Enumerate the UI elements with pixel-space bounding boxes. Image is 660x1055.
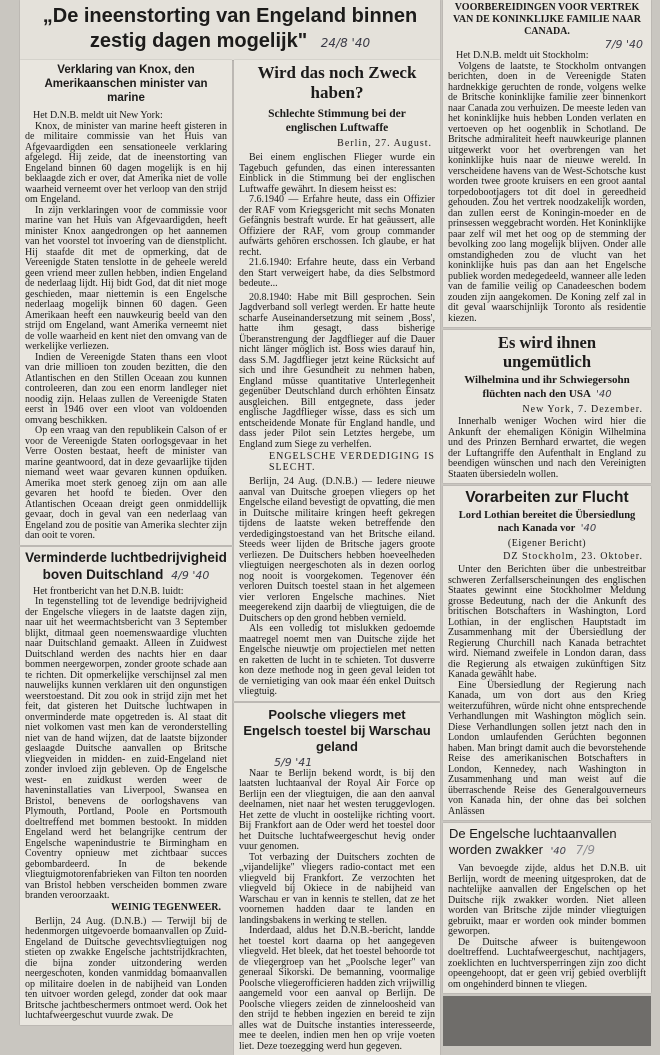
left-column — [20, 60, 232, 1025]
source-note: (Eigener Bericht) — [443, 538, 651, 549]
clipping-verminderde — [20, 547, 232, 1025]
paragraph: 7.6.1940 — Erfahre heute, dass ein Offizier der RAF vom Kriegsgericht mit sechs Monaten Gefängnis bestraft wurde. Er hat geäussert, alle Offiziere der RAF, vom group commander aufwärts gehören erschossen. Ich glaube, er hat recht. — [239, 195, 435, 258]
article-body — [234, 769, 440, 1053]
paragraph: Berlijn, 24 Aug. (D.N.B.) — Iedere nieuwe aanval van Duitsche groepen vliegers op het Engelsche eiland bevestigt de opvatting, die men in Duitsche militaire kringen heeft gekregen tijdens de laatste weken betreffende den verdedigingstoestand van het Britsche eiland. Steeds weer lijden de Britsche jagers groote verliezen. De Duitschers hebben hoeveelheden vliegtuigen neergeschoten als in dezen oorlog nog nooit is voorgekomen. Tegenover één verloren Duitsch toestel staan in het algemeen vier verloren Engelsche machines. Niet meegerekend zijn daarbij de vliegtuigen, die de Duitschers op den grond hebben vernield. — [239, 477, 435, 624]
clipping-knox-body — [20, 60, 232, 545]
clipping-ungemuetlich — [443, 330, 651, 483]
article-body — [443, 864, 651, 990]
paragraph: In zijn verklaringen voor de commissie voor marine van het Huis van Afgevaardigden, heeft minister Knox aangedrongen op het aannemen van het voorstel tot invoering van de dienstplicht. Hij staafde dit met de opmerking, dat de Vereenigde Staten tenslotte in de geheele wereld geen vriend meer zullen hebben, indien Engeland de nederlaag lijdt. Hij bidt God, dat dit niet moge geschieden, maar niettemin is een Engelsche nederlaag mogelijk binnen 60 dagen. Geen Amerikaan heeft een nauwkeurig beeld van den strijd om Engeland, want Amerika verneemt niet de volle waarheid en kent niet den omvang van de werkelijke verliezen. — [25, 206, 227, 353]
article-body — [20, 587, 232, 1022]
handwritten-date: 24/8 '40 — [321, 36, 370, 50]
dateline: Berlin, 27. August. — [234, 138, 440, 149]
columns — [20, 60, 440, 1055]
article-body — [20, 111, 232, 542]
paragraph: Naar te Berlijn bekend wordt, is bij den laatsten luchtaanval der Royal Air Force op Berlijn een der vliegtuigen, die aan den aanval deelnamen, niet naar het westen teruggevlogen. Het zette de vlucht in oostelijke richting voort. Bij Frankfort aan de Oder werd het toestel door het Duitsche luchtafweergeschut hevig onder vuur genomen. — [239, 769, 435, 853]
paragraph: Knox, de minister van marine heeft gisteren in de militaire commissie van het Huis van Afgevaardigden een sensationeele verklaring afgelegd. Hij zeide, dat de ineenstorting van Engeland binnen 60 dagen mogelijk is en hij beklaagde zich er over, dat Amerika niet de volle waarheid verneemt over het verloop van den strijd om Engeland. — [25, 122, 227, 206]
dateline: Het D.N.B. meldt uit New York: — [25, 111, 227, 122]
subheadline: Lord Lothian bereitet die Übersiedlung nach Kanada vor — [459, 510, 636, 534]
paragraph: Van bevoegde zijde, aldus het D.N.B. uit Berlijn, wordt de meening uitgesproken, dat de nachtelijke aanvallen der Engelschen op het Duitsche rijk zwakker worden. Niet alleen worden van Britsche zijde minder vliegtuigen gebruikt, maar er worden ook minder bommen geworpen. — [448, 864, 646, 938]
paragraph: Berlijn, 24 Aug. (D.N.B.) — Terwijl bij de hedenmorgen uitgevoerde bomaanvallen op Zuid-Engeland de Duitsche gevechtsvliegtuigen nog stieten op zwakke Engelsche jachtstrijdkrachten, die bijna zonder uitzondering werden neergeschoten, konden vanmiddag bomaanvallen op militaire doelen in de nabijheid van Londen ten uitvoer worden gelegd, zonder dat ook maar Britsche jachtbeschermers ontmoet werd. Ook het luchtafweergeschut vuurde zwak. De — [25, 917, 227, 1022]
paragraph: Indien de Vereenigde Staten thans een vloot van drie millioen ton zouden bezitten, die den Atlantischen en den Stillen Oceaan zou kunnen controleeren, dan zou een enorm landleger niet noodig zijn. Helaas zullen de Vereenigde Staten eerst in 1946 over een vloot van voldoenden omvang beschikken. — [25, 353, 227, 427]
headline: VOORBEREIDINGEN VOOR VERTREK VAN DE KONINKLIJKE FAMILIE NAAR CANADA. — [443, 0, 651, 38]
handwritten-date: 7/9 '40 — [443, 38, 651, 51]
headline: Wird das noch Zweck haben? — [234, 60, 440, 107]
headline: De Engelsche luchtaanvallen worden zwakker — [449, 826, 617, 857]
middle-column — [234, 60, 440, 1055]
subheadline: Wilhelmina und ihr Schwiegersohn flüchten nach den USA — [464, 374, 630, 400]
clipping-poolsche — [234, 703, 440, 1055]
paragraph: Op een vraag van den republikein Calson of er voor de Vereenigde Staten oorlogsgevaar in het Verre Oosten bestaat, heeft de minister van marine geantwoord, dat in deze gevaarlijke tijden niemand weet waar gevaren kunnen opduiken. Amerika moet sterk genoeg zijn om aan alle gevaren het hoofd te bieden. Over den Atlantischen Oceaan dreigt geen onmiddellijk gevaar, doch in geval van een nederlaag van Engeland zou de positie van Amerika slechter zijn dan ooit te voren. — [25, 426, 227, 542]
dateline: DZ Stockholm, 23. Oktober. — [443, 551, 651, 562]
headline: Poolsche vliegers met Engelsch toestel bij Warschau geland — [234, 703, 440, 756]
subheadline-block — [443, 373, 651, 404]
dark-background-corner — [443, 996, 651, 1046]
paragraph: Tot verbazing der Duitschers zochten de „vijandelijke" vliegers radio-contact met een vliegveld bij Frankfort. Ze verzochten het vliegveld bij Okiece in de nabijheid van Warschau er van in kennis te stellen, dat ze het voornemen hadden daar te landen en landingsbakens in werking te stellen. — [239, 853, 435, 927]
clipping-zwakker — [443, 823, 651, 993]
paragraph: Volgens de laatste, te Stockholm ontvangen berichten, doen in de Vereenigde Staten hardnekkige geruchten de ronde, volgens welke de Britsche koninklijke familie zeer binnenkort naar Canada zou verhuizen. De meeste leden van het koninklijke huis hebben Londen verlaten en vertoeven op het oogenblik in Schotland. De Britsche admiraliteit heeft nauwkeurige plannen uitgewerkt voor het overbrengen van het koninklijke huis naar de nieuwe wereld. In verscheidene havens van de West-Schotsche kust worden twee groote kruisers en een groot aantal torpedobootjagers tot dit doel in gereedheid gehouden. Zou het vertrek noodzakelijk worden, dan zullen eerst de Koningin-moeder en de prinsessen weggebracht worden. Het Koninklijke paar zelf wil met het oog op de stemming der bevolking zoo lang mogelijk blijven. Onder alle omstandigheden zou de vlucht van het koninklijke huis pas dan aan het Engelsche publiek worden medegedeeld, wanneer alle leden van de familie veilig op Canadeeschen bodem zouden zijn aangekomen. De Koning zelf zal in dit geval waarschijnlijk Toronto als residentie kiezen. — [448, 62, 646, 325]
headline: Vorarbeiten zur Flucht — [443, 486, 651, 509]
article-body — [443, 565, 651, 817]
headline-block — [443, 823, 651, 864]
headline: Verminderde luchtbedrijvigheid boven Duitschland — [25, 550, 227, 582]
section-heading: ENGELSCHE VERDEDIGING IS SLECHT. — [239, 450, 435, 477]
handwritten-date: 4/9 '40 — [171, 569, 209, 582]
clipping-zweck — [234, 60, 440, 701]
right-column — [443, 0, 651, 1046]
paragraph: Unter den Berichten über die unbestreitbar schweren Zerfallserscheinungen des englischen Staates gewinnt eine Stockholmer Meldung grosse Bedeutung, nach der die Ankunft des britischen Botschafters in Washington, Lord Lothian, in der englischen Hauptstadt im Zusammenhang mit der Übersiedlung der Regierung Churchill nach Kanada betrachtet wird. Niemand zweifele in London daran, dass die Regierung als etwaigen zukünftigen Sitz Kanada gewählt habe. — [448, 565, 646, 681]
handwritten-mark: 7/9 — [576, 843, 595, 857]
subheadline: Verklaring van Knox, den Amerikaanschen minister van marine — [20, 60, 232, 111]
article-body — [234, 153, 440, 698]
handwritten-date: '40 — [581, 523, 596, 534]
dateline: Het D.N.B. meldt uit Stockholm: — [448, 51, 646, 62]
clipping-flucht — [443, 486, 651, 820]
left-and-middle-columns — [20, 0, 440, 1055]
section-heading: WEINIG TEGENWEER. — [25, 902, 227, 914]
clipping-canada — [443, 0, 651, 327]
headline: „De ineenstorting van Engeland binnen zestig dagen mogelijk" — [43, 5, 417, 52]
subheadline-block — [443, 509, 651, 538]
paragraph: Inderdaad, aldus het D.N.B.-bericht, landde het toestel kort daarna op het aangegeven vliegveld. Het bleek, dat het toestel behoorde tot de vliegergroep van het „Poolsche leger" van generaal Sikorski. De bemanning, voormalige Poolsche vliegerofficieren hadden zich vrijwillig aangemeld voor een aanval op Berlijn. De Poolsche vliegers zeiden de zinneloosheid van den strijd te hebben ingezien en bereid te zijn alles wat de Duitsche instanties interesseerde, mee te deelen, indien men hen op vrije voeten liet. Deze toezegging werd hun gegeven. — [239, 926, 435, 1052]
paragraph: Innerhalb weniger Wochen wird hier die Ankunft der ehemaligen Königin Wilhelmina und des Prinzen Bernhard erwartet, die wegen der Luftangriffe den Aufenthalt in England zu beendigen wünschen und nach den Vereinigten Staaten übersiedeln wollen. — [448, 417, 646, 480]
paragraph: Als een volledig tot mislukken gedoemde maatregel noemt men van Duitsche zijde het Engelsche nieuwtje om projectielen met netten en raketten de lucht in te schieten. Tot dusverre kon deze methode nog in geen geval leiden tot de vernietiging van ook maar één enkel Duitsch vliegtuig. — [239, 624, 435, 698]
headline-block — [20, 547, 232, 587]
clipping-knox-headline — [20, 0, 440, 60]
headline-block — [28, 4, 432, 56]
paragraph: De Duitsche afweer is buitengewoon doeltreffend. Luchtafweergeschut, nachtjagers, zoeklichten en luchtversperringen zijn zoo dicht opeengehoopt, dat er geen vrij gebied overblijft om ongehinderd binnen te vliegen. — [448, 938, 646, 991]
paragraph: 20.8.1940: Habe mit Bill gesprochen. Sein Jagdverband soll verlegt werden. Er hatte heute scharfe Auseinandersetzung mit seinem ‚Boss', hatte ihm gesagt, dass bisherige Überanstrengung der Jagdflieger auf die Dauer nicht länger möglich ist. Boss wies darauf hin, dass S.M. Jagdflieger jetzt keine Rücksicht auf sich und ihre Gesundheit zu nehmen haben, England müsse quantitative Unterlegenheit gegenüber Deutschland durch erhöhten Einsatz ausgleichen. Bill entgegnete, dass jeder englische Jagdflieger wisse, dass es sich um entscheidende Monate für England handle, und dass jeder Pilot sein Letztes hergebe, um England zum Siege zu verhelfen. — [239, 293, 435, 451]
subheadline: Schlechte Stimmung bei der englischen Luftwaffe — [234, 107, 440, 138]
handwritten-date: '40 — [596, 389, 611, 400]
paragraph: In tegenstelling tot de levendige bedrijvigheid der Engelsche vliegers in de laatste dagen zijn, naar uit het weermachtsbericht van 3 September blijkt, ditmaal geen noemenswaardige vluchten naar Duitschland gemaakt. Alleen in Zuidwest Duitschland werden des nachts hier en daar bommen neergeworpen, zonder groote schade aan te richten. Dit opmerkelijke verschijnsel zal men nauwelijks kunnen verklaren uit den ongunstigen weerstoestand. Dit zou ook in strijd zijn met het feit, dat gisteren het Duitsche luchtwapen in onverminderde mate opgetreden is. Al staat dit niet volkomen vast men kan de veronderstelling niet van de hand wijzen, dat de laatste bijzonder geslaagde Duitsche aanvallen op Britsche vliegveiden in midden- en zuid-Engeland niet zonder invloed zijn gebleven. Op de Engelsche west- en zuidkust werden weer de haveninstallaties van Liverpool, Swansea en Bristol, benevens de oorlogshavens van Plymouth, Portland, Poole en Portsmouth doeltreffend met bommen bestookt. In midden Engeland werd het belangrijke centrum der Engelsche wapenindustrie te Birmingham en Coventry opnieuw met zichtbaar succes gebombardeerd. In de bekende vliegtuigmotorenfabrieken van Filton ten noorden van Bristol hebben verscheiden bommen zware branden veroorzaakt. — [25, 597, 227, 902]
article-body — [443, 51, 651, 324]
dateline: Het frontbericht van het D.N.B. luidt: — [25, 587, 227, 598]
article-body — [443, 415, 651, 480]
handwritten-date: '40 — [551, 846, 566, 857]
handwritten-date: 5/9 '41 — [234, 756, 440, 769]
dateline: New York, 7. Dezember. — [443, 404, 651, 415]
paragraph: Bei einem englischen Flieger wurde ein Tagebuch gefunden, das einen interessanten Einblick in die Stimmung bei der englischen Luftwaffe gewährt. In diesem heisst es: — [239, 153, 435, 195]
headline: Es wird ihnen ungemütlich — [443, 330, 651, 373]
paragraph: 21.6.1940: Erfahre heute, dass ein Verband den Start verweigert habe, da dies Selbstmord bedeute... — [239, 258, 435, 290]
paragraph: Eine Übersiedlung der Regierung nach Kanada, um von dort aus den Krieg weiterzuführen, würde nicht ohne entsprechende Verhandlungen mit Washington möglich sein. Diese Verhandlungen sollen jetzt nach den in London umlaufenden Gerüchten begonnen haben. Man bringt damit auch die bevorstehende Reise des amerikanischen Botschafters in London, Kennedey, nach Washington in Zusammenhang und man weist auf die überraschende Reise des Generalgouverneurs von Kanada hin, der ohne das bei solchen Anlässen — [448, 681, 646, 818]
